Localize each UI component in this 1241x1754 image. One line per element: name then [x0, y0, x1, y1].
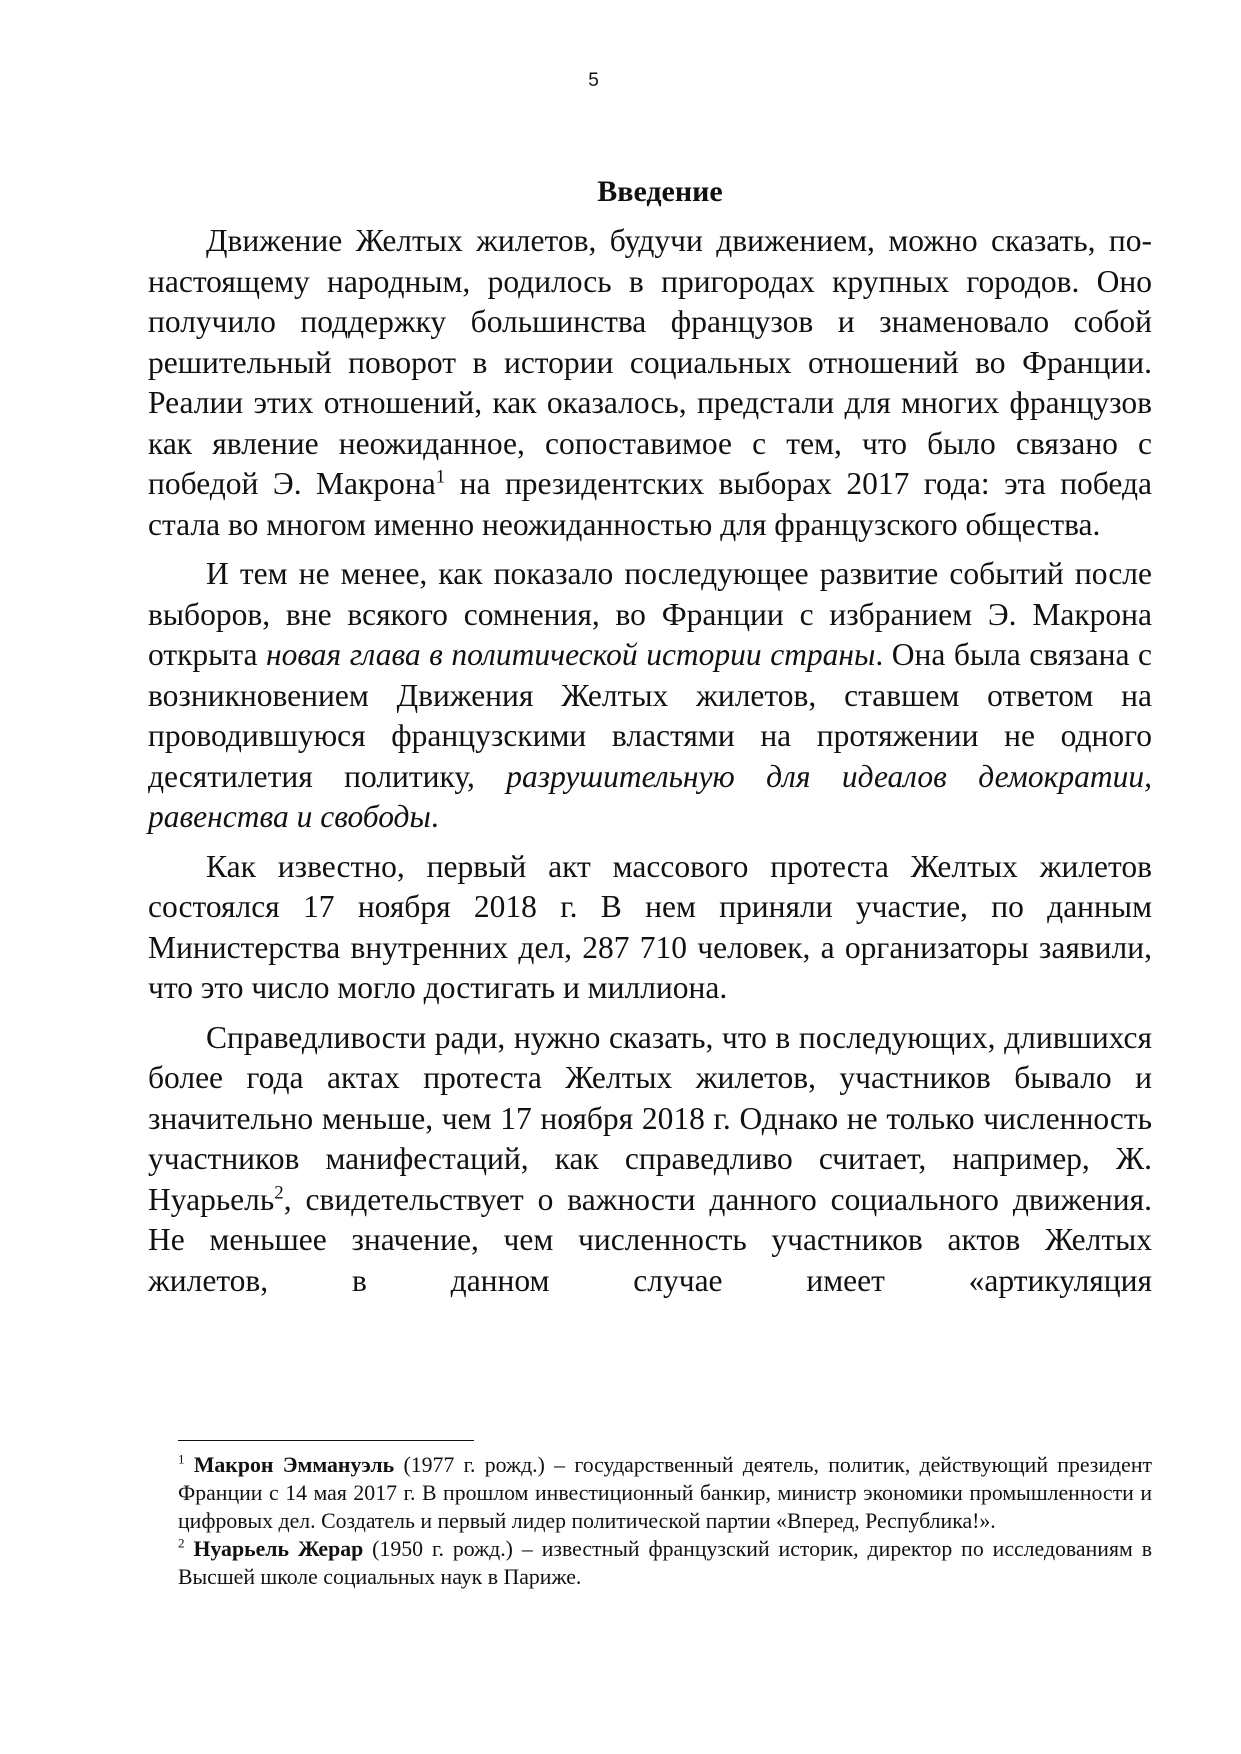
footnote-1-number: 1 — [178, 1451, 185, 1467]
footnote-1-name: Макрон Эммануэль — [193, 1453, 395, 1477]
footnote-1 — [178, 1451, 1152, 1535]
paragraph-2-text-end: . — [430, 799, 439, 834]
paragraph-1 — [148, 221, 1152, 545]
paragraph-2-text: И тем не менее, как показало последующее развитие событий после выборов, вне всякого сомнения, во Франции с избранием Э. Макрона открыта — [148, 556, 1152, 672]
footnote-1-text: (1977 г. рожд.) – государственный деятель, политик, действующий президент Франции с 14 мая 2017 г. В прошлом инвестиционный банкир, министр экономики промышленности и цифровых дел. Создатель и первый лидер политической партии «Вперед, Республика!». — [178, 1453, 1153, 1533]
paragraph-4 — [148, 1018, 1152, 1302]
paragraph-4-text-cont: , свидетельствует о важности данного социального движения. Не меньшее значение, чем численность участников актов Желтых жилетов, в данном случае имеет «артикуляция — [148, 1181, 1152, 1298]
footnote-2-name: Нуарьель Жерар — [193, 1537, 364, 1561]
paragraph-1-text-cont: на президентских выборах 2017 года: эта победа стала во многом именно неожиданностью для французского общества. — [148, 466, 1152, 542]
paragraph-2 — [148, 554, 1152, 838]
paragraph-2-emphasis-2: разрушительную для идеалов демократии, равенства и свободы — [148, 758, 1153, 834]
footnote-2-number: 2 — [178, 1535, 185, 1551]
paragraph-3-text: Как известно, первый акт массового протеста Желтых жилетов состоялся 17 ноября 2018 г. В нем приняли участие, по данным Министерства внутренних дел, 287 710 человек, а организаторы заявили, что это число могло достигать и миллиона. — [148, 848, 1152, 1005]
footnote-2 — [178, 1535, 1152, 1591]
paragraph-2-text-cont: . Она была связана с возникновением Движения Желтых жилетов, ставшем ответом на проводившуюся французскими властями на протяжении не одного десятилетия политику, — [148, 637, 1152, 794]
paragraph-4-text: Справедливости ради, нужно сказать, что в последующих, длившихся более года актах протеста Желтых жилетов, участников бывало и значительно меньше, чем 17 ноября 2018 г. Однако не только численность участников манифестаций, как справедливо считает, например, Ж. Нуарьель — [148, 1019, 1152, 1217]
footnote-divider — [178, 1440, 474, 1441]
paragraph-3 — [148, 847, 1152, 1009]
main-text — [148, 221, 1152, 1310]
paragraph-1-text: Движение Желтых жилетов, будучи движением, можно сказать, по-настоящему народным, родилось в пригородах крупных городов. Оно получило поддержку большинства французов и знаменовало собой решительный поворот в истории социальных отношений во Франции. Реалии этих отношений, как оказалось, предстали для многих французов как явление неожиданное, сопоставимое с тем, что было связано с победой Э. Макрона — [148, 223, 1152, 501]
footnote-ref-2[interactable]: 2 — [274, 1182, 284, 1203]
footnote-2-text: (1950 г. рожд.) – известный французский историк, директор по исследованиям в Высшей школе социальных наук в Париже. — [178, 1537, 1152, 1589]
chapter-heading: Введение — [597, 175, 723, 208]
page-number: 5 — [588, 70, 599, 91]
footnotes — [178, 1451, 1152, 1591]
footnote-ref-1[interactable]: 1 — [435, 466, 446, 488]
paragraph-2-emphasis-1: новая глава в политической истории страны — [265, 637, 876, 672]
